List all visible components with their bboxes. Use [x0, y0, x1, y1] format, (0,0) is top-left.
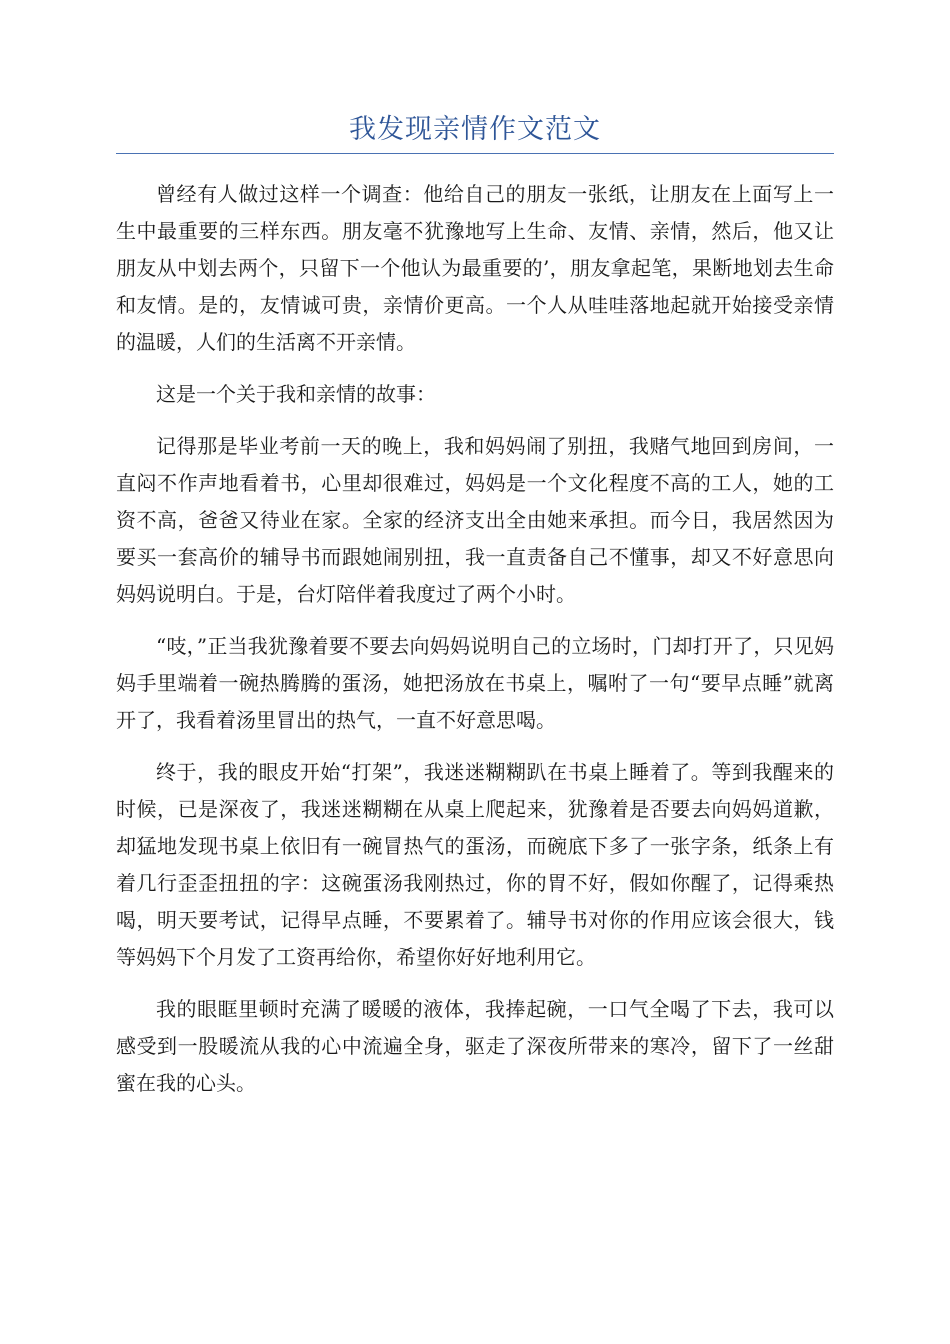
article-body	[116, 176, 834, 1117]
paragraph-5: 终于，我的眼皮开始“打架”，我迷迷糊糊趴在书桌上睡着了。等到我醒来的时候，已是深夜了，我迷迷糊糊在从桌上爬起来，犹豫着是否要去向妈妈道歉，却猛地发现书桌上依旧有一碗冒热气的蛋汤，而碗底下多了一张字条，纸条上有着几行歪歪扭扭的字：这碗蛋汤我刚热过，你的胃不好，假如你醒了，记得乘热喝，明天要考试，记得早点睡，不要累着了。辅导书对你的作用应该会很大，钱等妈妈下个月发了工资再给你，希望你好好地利用它。	[116, 760, 834, 969]
paragraph-6: 我的眼眶里顿时充满了暖暖的液体，我捧起碗，一口气全喝了下去，我可以感受到一股暖流从我的心中流遍全身，驱走了深夜所带来的寒冷，留下了一丝甜蜜在我的心头。	[116, 997, 834, 1095]
paragraph-4: “吱，”正当我犹豫着要不要去向妈妈说明自己的立场时，门却打开了，只见妈妈手里端着一碗热腾腾的蛋汤，她把汤放在书桌上，嘱咐了一句“要早点睡”就离开了，我看着汤里冒出的热气，一直不好意思喝。	[116, 634, 834, 732]
page-title: 我发现亲情作文范文	[349, 114, 601, 145]
paragraph-3: 记得那是毕业考前一天的晚上，我和妈妈闹了别扭，我赌气地回到房间，一直闷不作声地看着书，心里却很难过，妈妈是一个文化程度不高的工人，她的工资不高，爸爸又待业在家。全家的经济支出全由她来承担。而今日，我居然因为要买一套高价的辅导书而跟她闹别扭，我一直责备自己不懂事，却又不好意思向妈妈说明白。于是，台灯陪伴着我度过了两个小时。	[116, 434, 834, 606]
paragraph-2: 这是一个关于我和亲情的故事：	[156, 382, 436, 406]
title-underline	[116, 153, 834, 154]
paragraph-1: 曾经有人做过这样一个调查：他给自己的朋友一张纸，让朋友在上面写上一生中最重要的三样东西。朋友毫不犹豫地写上生命、友情、亲情，然后，他又让朋友从中划去两个，只留下一个他认为最重要的’，朋友拿起笔，果断地划去生命和友情。是的，友情诚可贵，亲情价更高。一个人从哇哇落地起就开始接受亲情的温暖，人们的生活离不开亲情。	[116, 182, 834, 354]
